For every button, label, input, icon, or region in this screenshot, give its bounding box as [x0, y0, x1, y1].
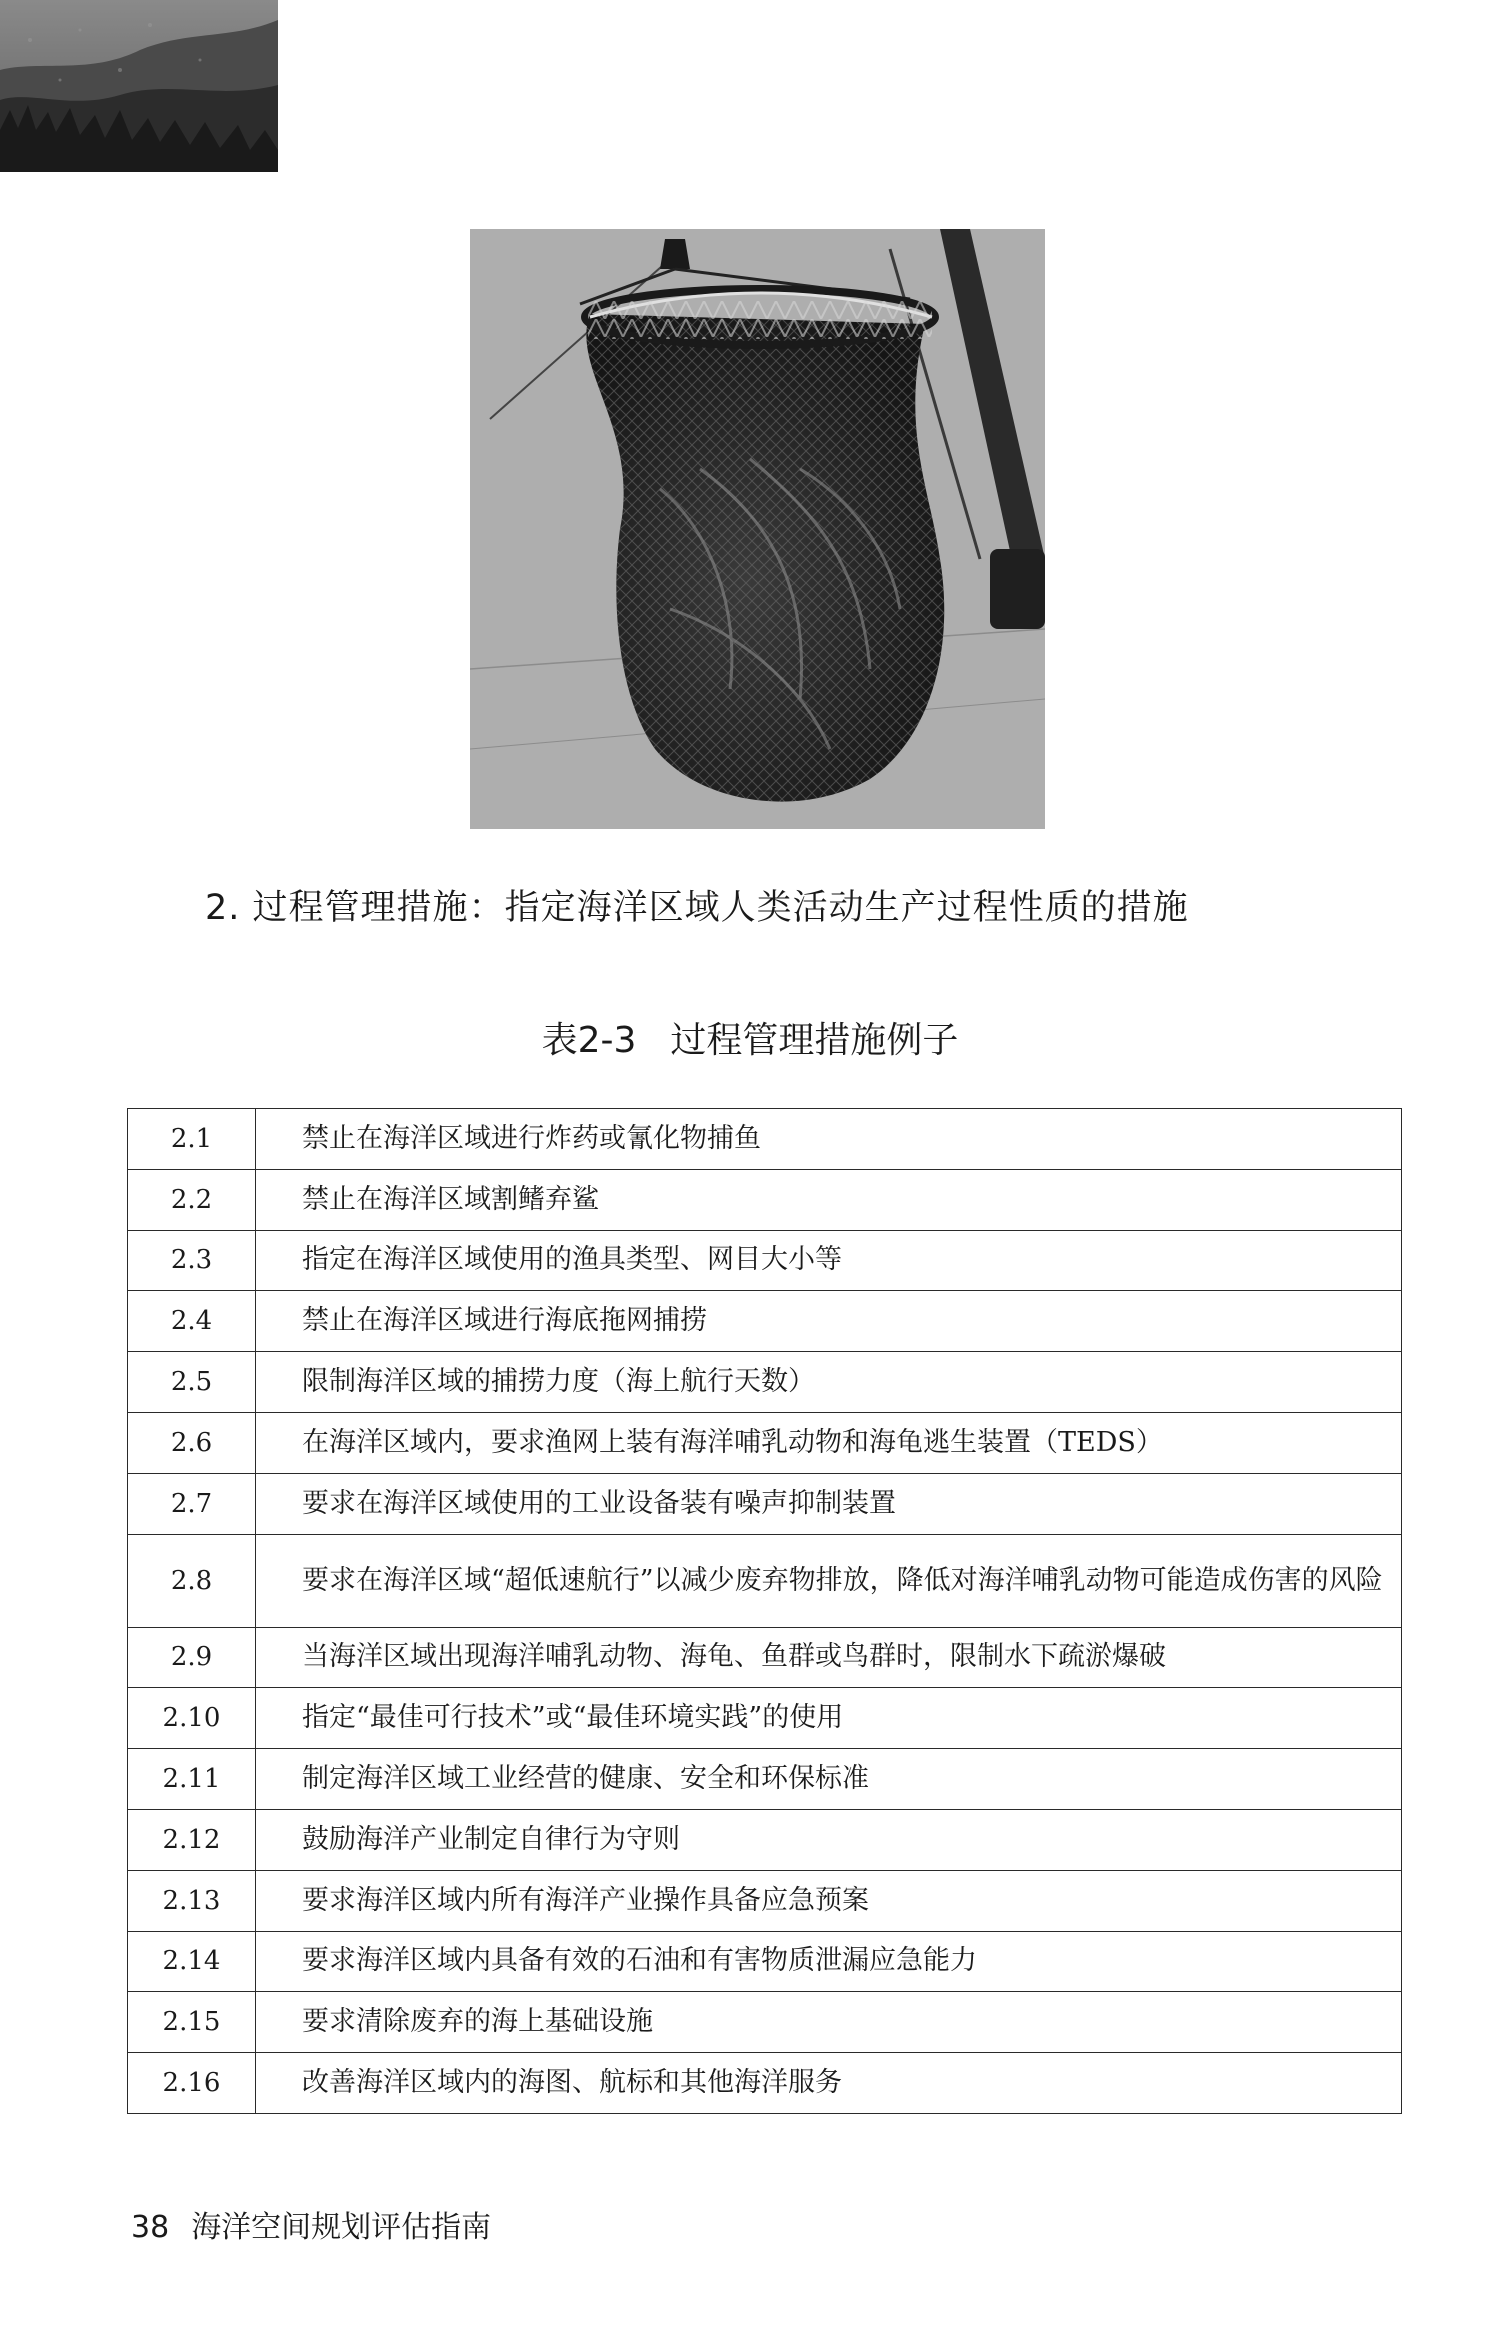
row-number: 2.8	[128, 1534, 256, 1627]
row-number: 2.14	[128, 1931, 256, 1992]
row-text: 禁止在海洋区域割鳍弃鲨	[256, 1169, 1402, 1230]
book-title: 海洋空间规划评估指南	[191, 2210, 492, 2245]
page-footer	[131, 2202, 491, 2246]
row-number: 2.9	[128, 1627, 256, 1688]
table-row	[128, 1931, 1402, 1992]
process-measures-table	[127, 1108, 1402, 2114]
fishing-net-photo	[470, 229, 1045, 829]
row-number: 2.1	[128, 1109, 256, 1170]
table-row	[128, 1809, 1402, 1870]
row-number: 2.15	[128, 1992, 256, 2053]
row-number: 2.13	[128, 1870, 256, 1931]
row-text: 要求在海洋区域“超低速航行”以减少废弃物排放，降低对海洋哺乳动物可能造成伤害的风险	[256, 1534, 1402, 1627]
table-row	[128, 1412, 1402, 1473]
section-title: 过程管理措施	[252, 888, 469, 928]
page-number: 38	[131, 2210, 170, 2245]
section-description: 指定海洋区域人类活动生产过程性质的措施	[504, 888, 1189, 928]
table-title: 过程管理措施例子	[670, 1020, 959, 1061]
row-text: 禁止在海洋区域进行炸药或氰化物捕鱼	[256, 1109, 1402, 1170]
section-number: 2.	[205, 888, 241, 928]
row-text: 改善海洋区域内的海图、航标和其他海洋服务	[256, 2053, 1402, 2114]
row-text: 要求在海洋区域使用的工业设备装有噪声抑制装置	[256, 1473, 1402, 1534]
table-row	[128, 1169, 1402, 1230]
row-text: 指定“最佳可行技术”或“最佳环境实践”的使用	[256, 1688, 1402, 1749]
row-number: 2.16	[128, 2053, 256, 2114]
shoreline-photo	[0, 0, 278, 172]
table-row	[128, 1352, 1402, 1413]
table-row	[128, 2053, 1402, 2114]
row-number: 2.11	[128, 1749, 256, 1810]
row-text: 要求海洋区域内具备有效的石油和有害物质泄漏应急能力	[256, 1931, 1402, 1992]
row-text: 要求清除废弃的海上基础设施	[256, 1992, 1402, 2053]
table-row	[128, 1534, 1402, 1627]
row-text: 要求海洋区域内所有海洋产业操作具备应急预案	[256, 1870, 1402, 1931]
table-row	[128, 1992, 1402, 2053]
row-number: 2.10	[128, 1688, 256, 1749]
table-row	[128, 1749, 1402, 1810]
table-row	[128, 1473, 1402, 1534]
table-caption	[0, 1012, 1500, 1063]
row-text: 在海洋区域内，要求渔网上装有海洋哺乳动物和海龟逃生装置（TEDS）	[256, 1412, 1402, 1473]
table-row	[128, 1627, 1402, 1688]
row-text: 鼓励海洋产业制定自律行为守则	[256, 1809, 1402, 1870]
table-row	[128, 1688, 1402, 1749]
row-text: 禁止在海洋区域进行海底拖网捕捞	[256, 1291, 1402, 1352]
row-text: 制定海洋区域工业经营的健康、安全和环保标准	[256, 1749, 1402, 1810]
row-number: 2.4	[128, 1291, 256, 1352]
row-number: 2.3	[128, 1230, 256, 1291]
table-row	[128, 1291, 1402, 1352]
row-text: 指定在海洋区域使用的渔具类型、网目大小等	[256, 1230, 1402, 1291]
table-row	[128, 1870, 1402, 1931]
table-row	[128, 1109, 1402, 1170]
row-number: 2.6	[128, 1412, 256, 1473]
table-row	[128, 1230, 1402, 1291]
row-number: 2.5	[128, 1352, 256, 1413]
row-number: 2.2	[128, 1169, 256, 1230]
row-text: 当海洋区域出现海洋哺乳动物、海龟、鱼群或鸟群时，限制水下疏淤爆破	[256, 1627, 1402, 1688]
row-text: 限制海洋区域的捕捞力度（海上航行天数）	[256, 1352, 1402, 1413]
row-number: 2.7	[128, 1473, 256, 1534]
row-number: 2.12	[128, 1809, 256, 1870]
section-heading	[205, 880, 1189, 930]
table-label: 表2-3	[541, 1020, 637, 1061]
section-separator: ：	[468, 888, 505, 928]
